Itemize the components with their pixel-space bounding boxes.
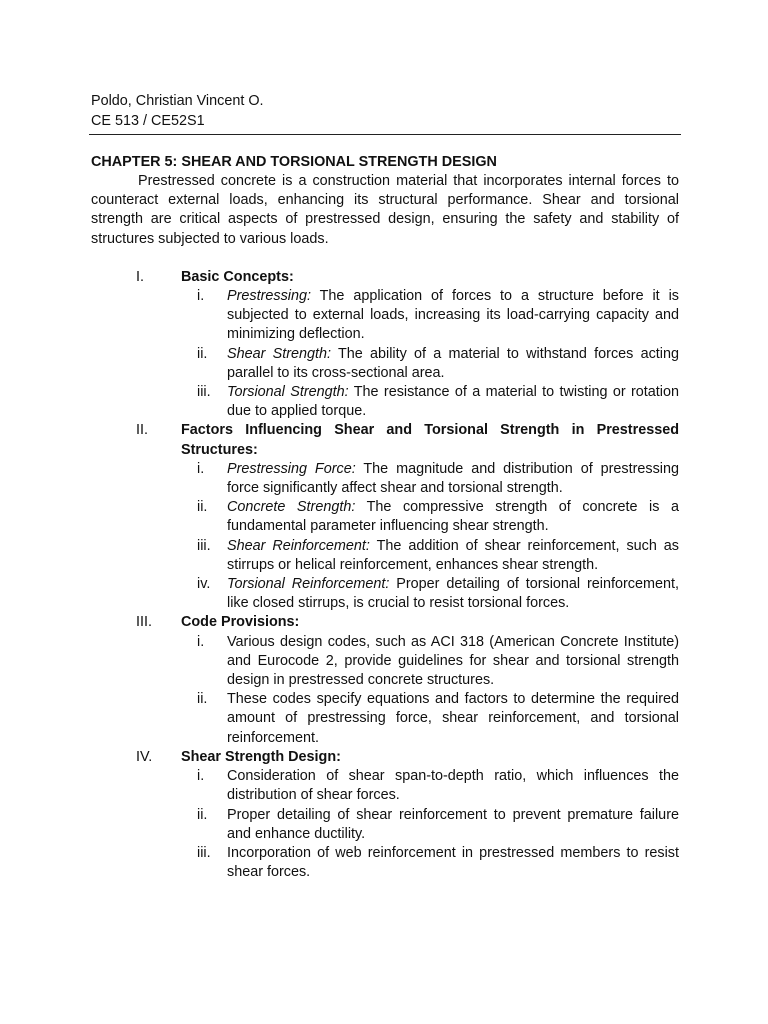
item-text	[227, 460, 679, 498]
item-term: Shear Reinforcement:	[227, 537, 370, 554]
intro-paragraph: Prestressed concrete is a construction material that incorporates internal forces to counteract external loads, enhancing its structural performance. Shear and torsional strength are critical aspects of prestressed design, ensuring the safety and stability of structures subjected to various loads.	[91, 173, 679, 247]
document-header	[91, 92, 681, 131]
list-item	[181, 498, 679, 536]
item-text	[227, 345, 679, 383]
outline-section	[91, 748, 679, 882]
section-title: Shear Strength Design:	[181, 748, 341, 765]
item-text	[227, 498, 679, 536]
item-text	[227, 287, 679, 345]
item-text	[227, 806, 679, 844]
section-number: I.	[136, 268, 144, 285]
item-text	[227, 690, 679, 748]
item-description: The compressive strength of concrete is a fundamental parameter influencing shear strength.	[227, 499, 679, 535]
item-description: The ability of a material to withstand forces acting parallel to its cross-sectional area.	[227, 345, 679, 381]
item-description: Proper detailing of shear reinforcement to prevent premature failure and enhance ductility.	[227, 806, 679, 842]
item-term: Torsional Reinforcement:	[227, 576, 390, 593]
section-title: Code Provisions:	[181, 614, 300, 631]
item-term: Torsional Strength:	[227, 384, 349, 401]
section-number: IV.	[136, 748, 153, 765]
chapter-title: CHAPTER 5: SHEAR AND TORSIONAL STRENGTH DESIGN	[91, 154, 497, 170]
list-item	[181, 537, 679, 575]
item-number: i.	[197, 768, 205, 785]
item-description: The resistance of a material to twisting or rotation due to applied torque.	[227, 384, 680, 420]
item-number: iii.	[197, 384, 211, 401]
item-number: i.	[197, 288, 205, 305]
item-description: The magnitude and distribution of prestressing force significantly affect shear and torsional strength.	[227, 460, 680, 497]
section-number: II.	[136, 422, 148, 439]
list-item	[181, 460, 679, 498]
item-text	[227, 633, 679, 691]
item-number: iii.	[197, 537, 211, 554]
list-item	[181, 690, 679, 748]
item-term: Prestressing:	[227, 288, 311, 305]
section-body	[181, 748, 679, 882]
section-body	[181, 421, 679, 613]
outline-section	[91, 421, 679, 613]
author-name: Poldo, Christian Vincent O.	[91, 93, 264, 109]
item-description: The addition of shear reinforcement, such as stirrups or helical reinforcement, enhances shear strength.	[227, 537, 679, 573]
item-number: i.	[197, 460, 205, 477]
item-term: Concrete Strength:	[227, 499, 356, 516]
course-code: CE 513 / CE52S1	[91, 112, 205, 129]
section-number: III.	[136, 614, 152, 631]
item-number: ii.	[197, 345, 208, 362]
item-number: iii.	[197, 844, 211, 861]
item-text	[227, 575, 679, 613]
document-body	[91, 152, 679, 882]
item-number: ii.	[197, 499, 208, 516]
item-description: The application of forces to a structure before it is subjected to external loads, increasing its load-carrying capacity and minimizing deflection.	[227, 288, 679, 343]
section-body	[181, 268, 679, 422]
list-item	[181, 383, 679, 421]
item-text	[227, 767, 679, 805]
item-description: Consideration of shear span-to-depth ratio, which influences the distribution of shear forces.	[227, 768, 679, 804]
list-item	[181, 633, 679, 691]
item-number: i.	[197, 633, 205, 650]
list-item	[181, 844, 679, 882]
outline-sections	[91, 268, 679, 883]
section-body	[181, 613, 679, 747]
item-number: ii.	[197, 806, 208, 823]
item-description: Various design codes, such as ACI 318 (American Concrete Institute) and Eurocode 2, provide guidelines for shear and torsional strength design in prestressed concrete structures.	[227, 633, 679, 689]
list-item	[181, 767, 679, 805]
outline-section	[91, 268, 679, 422]
section-title: Factors Influencing Shear and Torsional Strength in Prestressed Structures:	[181, 422, 679, 458]
item-description: Proper detailing of torsional reinforcement, like closed stirrups, is crucial to resist torsional forces.	[227, 576, 679, 612]
list-item	[181, 345, 679, 383]
header-divider	[89, 134, 681, 135]
item-text	[227, 844, 679, 882]
item-number: iv.	[197, 576, 211, 593]
item-term: Shear Strength:	[227, 345, 332, 362]
item-description: Incorporation of web reinforcement in prestressed members to resist shear forces.	[227, 844, 679, 881]
list-item	[181, 575, 679, 613]
section-title: Basic Concepts:	[181, 268, 294, 285]
item-text	[227, 537, 679, 575]
list-item	[181, 806, 679, 844]
item-text	[227, 383, 679, 421]
outline-section	[91, 613, 679, 747]
list-item	[181, 287, 679, 345]
item-term: Prestressing Force:	[227, 460, 356, 477]
item-number: ii.	[197, 691, 208, 708]
item-description: These codes specify equations and factors to determine the required amount of prestressing force, shear reinforcement, and torsional reinforcement.	[227, 691, 679, 746]
